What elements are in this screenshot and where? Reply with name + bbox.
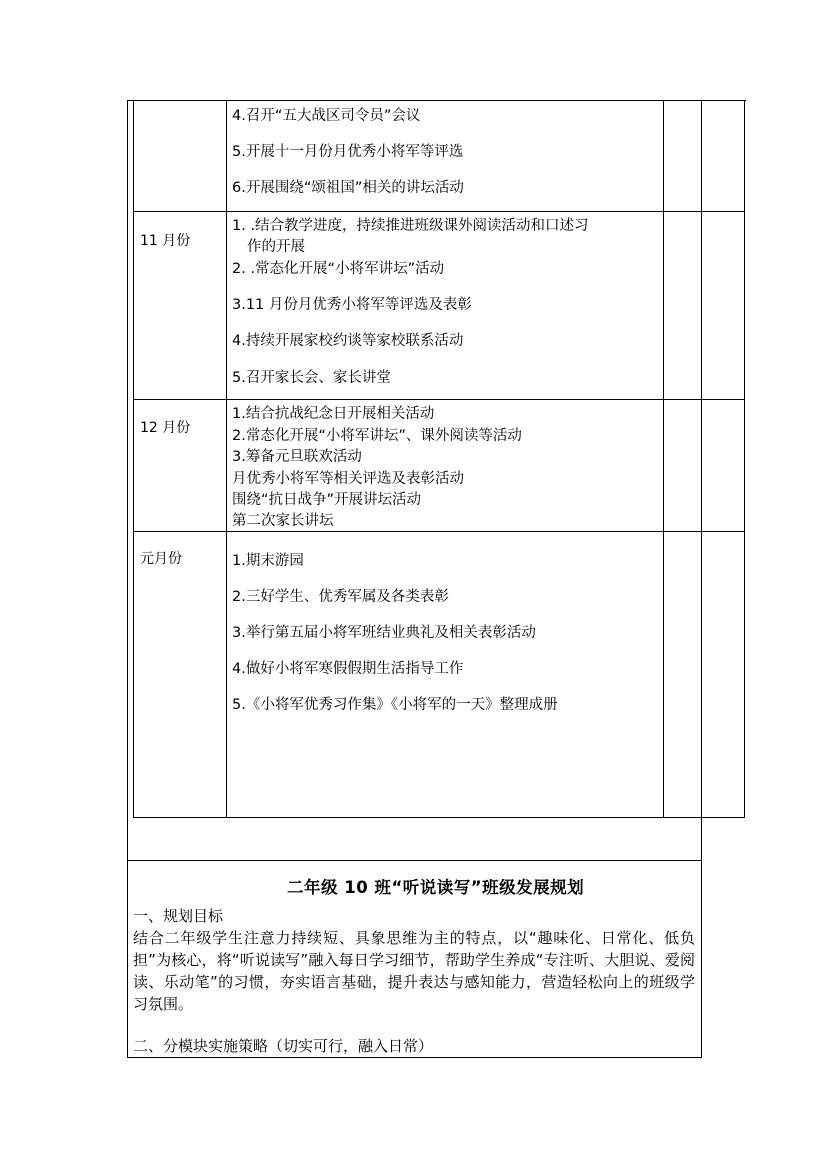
row-separator bbox=[133, 211, 745, 212]
list-item: 3.举行第五届小将军班结业典礼及相关表彰活动 bbox=[232, 625, 536, 641]
section-body: 结合二年级学生注意力持续短、具象思维为主的特点，以“趣味化、日常化、低负担”为核心，将“听说读写”融入每日学习细节，帮助学生养成“专注听、大胆说、爱阅读、乐动笔”的习惯，夯实语言基础，提升表达与感知能力，营造轻松向上的班级学习氛围。 bbox=[133, 929, 695, 1013]
section-heading: 一、规划目标 bbox=[133, 907, 224, 925]
list-item: 2.三好学生、优秀军属及各类表彰 bbox=[232, 589, 449, 605]
plan-title: 二年级 10 班“听说读写”班级发展规划 bbox=[287, 878, 585, 897]
list-item: 4.召开“五大战区司令员”会议 bbox=[232, 108, 421, 124]
list-item: 2. .常态化开展“小将军讲坛”活动 bbox=[232, 261, 445, 277]
table-right-border bbox=[744, 100, 745, 818]
list-item: 3.11 月份月优秀小将军等评选及表彰 bbox=[232, 297, 472, 313]
month-label: 12 月份 bbox=[140, 420, 191, 436]
row-separator bbox=[133, 531, 745, 532]
list-item: 3.筹备元旦联欢活动 bbox=[232, 449, 362, 465]
list-item: 1. .结合教学进度，持续推进班级课外阅读活动和口述习 bbox=[232, 218, 589, 234]
list-item: 月优秀小将军等相关评选及表彰活动 bbox=[232, 471, 464, 487]
section-heading: 二、分模块实施策略（切实可行，融入日常） bbox=[133, 1037, 434, 1055]
list-item: 4.持续开展家校约谈等家校联系活动 bbox=[232, 333, 464, 349]
list-item: 5.《小将军优秀习作集》《小将军的一天》整理成册 bbox=[232, 697, 558, 713]
table-bottom-border bbox=[133, 817, 745, 818]
list-item: 6.开展围绕“颂祖国”相关的讲坛活动 bbox=[232, 180, 464, 196]
table-top-border bbox=[127, 100, 746, 101]
list-item: 1.期末游园 bbox=[232, 553, 304, 569]
table-left-border bbox=[133, 100, 134, 818]
list-item: 2.常态化开展“小将军讲坛”、课外阅读等活动 bbox=[232, 428, 522, 444]
list-item-continuation: 作的开展 bbox=[247, 239, 305, 255]
section-separator bbox=[127, 860, 702, 861]
month-label: 11 月份 bbox=[140, 233, 191, 249]
month-column-divider bbox=[226, 100, 227, 818]
list-item: 4.做好小将军寒假假期生活指导工作 bbox=[232, 661, 464, 677]
list-item: 围绕“抗日战争”开展讲坛活动 bbox=[232, 492, 422, 508]
content-column-divider bbox=[663, 100, 664, 818]
row-separator bbox=[133, 399, 745, 400]
month-label: 元月份 bbox=[140, 551, 182, 567]
list-item: 5.召开家长会、家长讲堂 bbox=[232, 370, 391, 386]
outer-right-border bbox=[701, 100, 702, 1058]
page-bottom-border bbox=[127, 1057, 702, 1058]
outer-left-border bbox=[127, 100, 128, 1058]
list-item: 第二次家长讲坛 bbox=[232, 513, 334, 529]
list-item: 5.开展十一月份月优秀小将军等评选 bbox=[232, 144, 464, 160]
list-item: 1.结合抗战纪念日开展相关活动 bbox=[232, 406, 435, 422]
